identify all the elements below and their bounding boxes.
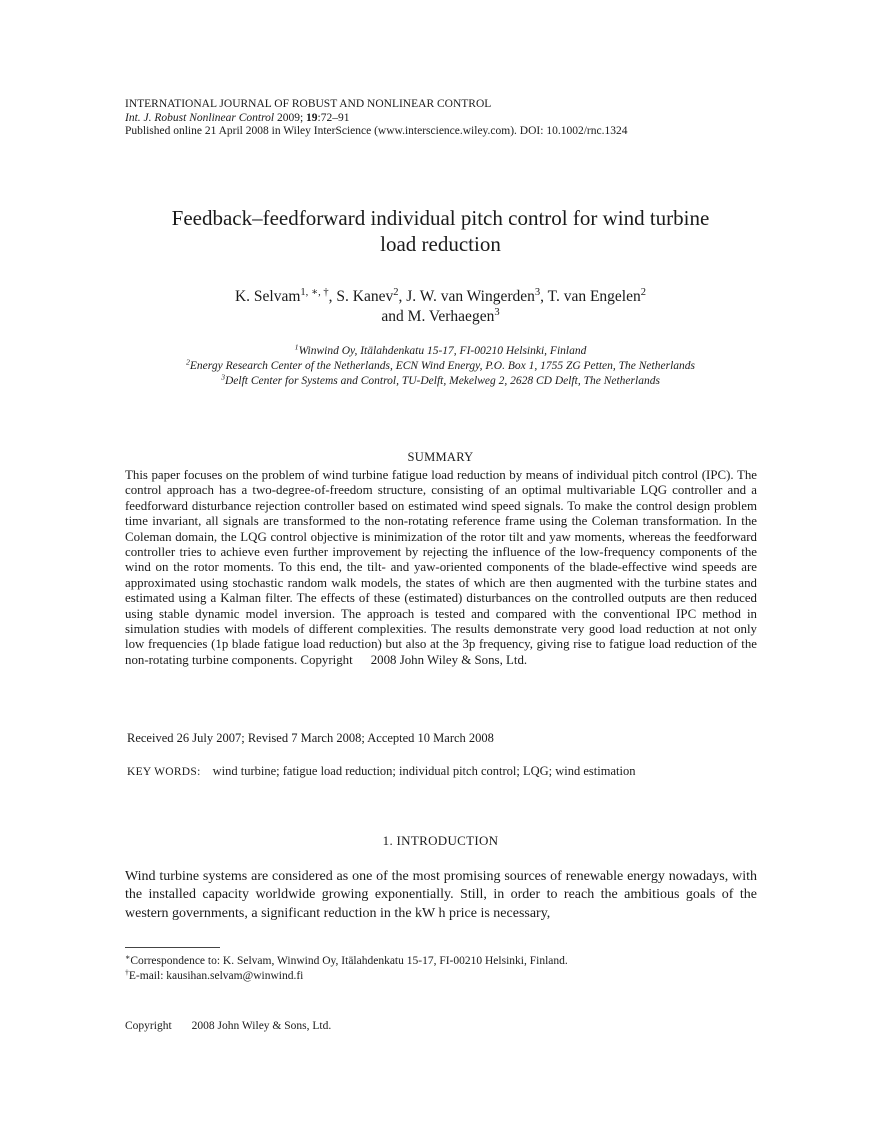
footnote-text: Correspondence to: K. Selvam, Winwind Oy, Itälahdenkatu 15-17, FI-00210 Helsinki, Finland. — [130, 955, 568, 967]
affiliation-sup: 1 — [294, 342, 299, 352]
title-line-2: load reduction — [380, 232, 501, 256]
footnote-text: E-mail: kausihan.selvam@winwind.fi — [128, 969, 304, 982]
author-sup: 2 — [393, 287, 399, 299]
paper-title — [100, 205, 781, 257]
received-dates: Received 26 July 2007; Revised 7 March 2008; Accepted 10 March 2008 — [127, 731, 494, 745]
copyright-text: 2008 John Wiley & Sons, Ltd. — [191, 1020, 332, 1032]
citation — [125, 112, 627, 126]
author-sup: 3 — [494, 307, 500, 319]
section-heading-introduction: 1. INTRODUCTION — [382, 833, 499, 848]
author-name: and M. Verhaegen — [381, 308, 495, 325]
author-sup: 2 — [640, 287, 647, 299]
keywords-label: KEY WORDS: — [127, 766, 201, 778]
keywords — [127, 764, 635, 779]
introduction-body: Wind turbine systems are considered as one of the most promising sources of renewable energy nowadays, with the installed capacity worldwide growing exponentially. Still, in order to reach the ambitious goals of the western governments, a significant reduction in the kW h price is necessary, — [125, 869, 757, 921]
title-line-1: Feedback–feedforward individual pitch control for wind turbine — [171, 206, 710, 230]
footnote-rule — [125, 947, 220, 948]
author-line-1 — [100, 287, 781, 307]
author-list — [100, 287, 781, 327]
affiliations — [60, 344, 821, 389]
citation-volume: 19 — [306, 111, 318, 124]
footnote — [125, 954, 568, 969]
summary-heading: SUMMARY — [407, 450, 474, 464]
footnote-mark: † — [125, 967, 129, 977]
affiliation-text: Delft Center for Systems and Control, TU-Delft, Mekelweg 2, 2628 CD Delft, The Netherlands — [224, 375, 660, 387]
affiliation-sup: 3 — [221, 372, 225, 382]
author-sup: 3 — [534, 287, 541, 299]
affiliation — [60, 374, 821, 389]
author-name: , J. W. van Wingerden — [398, 288, 535, 305]
keywords-text: wind turbine; fatigue load reduction; individual pitch control; LQG; wind estimation — [212, 764, 636, 778]
footnote-mark: ∗ — [125, 952, 131, 962]
summary-text: This paper focuses on the problem of wind turbine fatigue load reduction by means of individual pitch control (IPC). The control approach has a two-degree-of-freedom structure, consisting of an optimal multivariable LQG controller and a feedforward disturbance rejection controller based on estimated wind speed signals. To make the control design problem time invariant, all signals are transformed to the non-rotating reference frame using the Coleman transformation. In the Coleman domain, the LQG control objective is minimization of the rotor tilt and yaw moments, whereas the feedforward controller tries to achieve even further improvement by rejecting the influence of the low-frequency components of the wind on the rotor moments. To this end, the tilt- and yaw-oriented components of the blade-effective wind speeds are approximated using stochastic random walk models, the states of which are then augmented with the turbine states and estimated using a Kalman filter. The effects of these (estimated) disturbances on the controlled outputs are then reduced using stable dynamic model inversion. The approach is tested and compared with the conventional IPC method in simulation studies with models of different complexities. The results demonstrate very good load reduction at not only low frequencies (1p blade fatigue load reduction) but also at the 3p frequency, giving rise to fatigue load reduction of the non-rotating turbine components. Copyright — [125, 468, 757, 667]
author-name: , T. van Engelen — [540, 288, 641, 305]
author-name: , S. Kanev — [328, 288, 394, 305]
citation-journal: Int. J. Robust Nonlinear Control — [125, 111, 275, 124]
citation-year: 2009; — [276, 111, 304, 124]
summary-body — [125, 468, 757, 668]
summary-copyright: 2008 John Wiley & Sons, Ltd. — [370, 652, 528, 667]
affiliation — [60, 344, 821, 359]
footnote — [125, 969, 568, 984]
published-online: Published online 21 April 2008 in Wiley InterScience (www.interscience.wiley.com). DOI: 10.1002/rnc.1324 — [125, 125, 628, 137]
affiliation-sup: 2 — [186, 357, 190, 367]
journal-header — [125, 98, 627, 139]
author-sup: 1, ∗, † — [300, 287, 329, 299]
citation-pages: :72–91 — [317, 111, 350, 124]
copyright-label: Copyright — [125, 1020, 172, 1032]
footnotes — [125, 954, 568, 983]
affiliation-text: Winwind Oy, Itälahdenkatu 15-17, FI-00210 Helsinki, Finland — [298, 345, 587, 357]
page-copyright — [125, 1020, 331, 1032]
affiliation — [60, 359, 821, 374]
journal-name: INTERNATIONAL JOURNAL OF ROBUST AND NONLINEAR CONTROL — [125, 98, 492, 110]
author-line-2 — [100, 307, 781, 327]
affiliation-text: Energy Research Center of the Netherlands, ECN Wind Energy, P.O. Box 1, 1755 ZG Petten, The Netherlands — [189, 360, 695, 372]
author-name: K. Selvam — [234, 288, 301, 305]
